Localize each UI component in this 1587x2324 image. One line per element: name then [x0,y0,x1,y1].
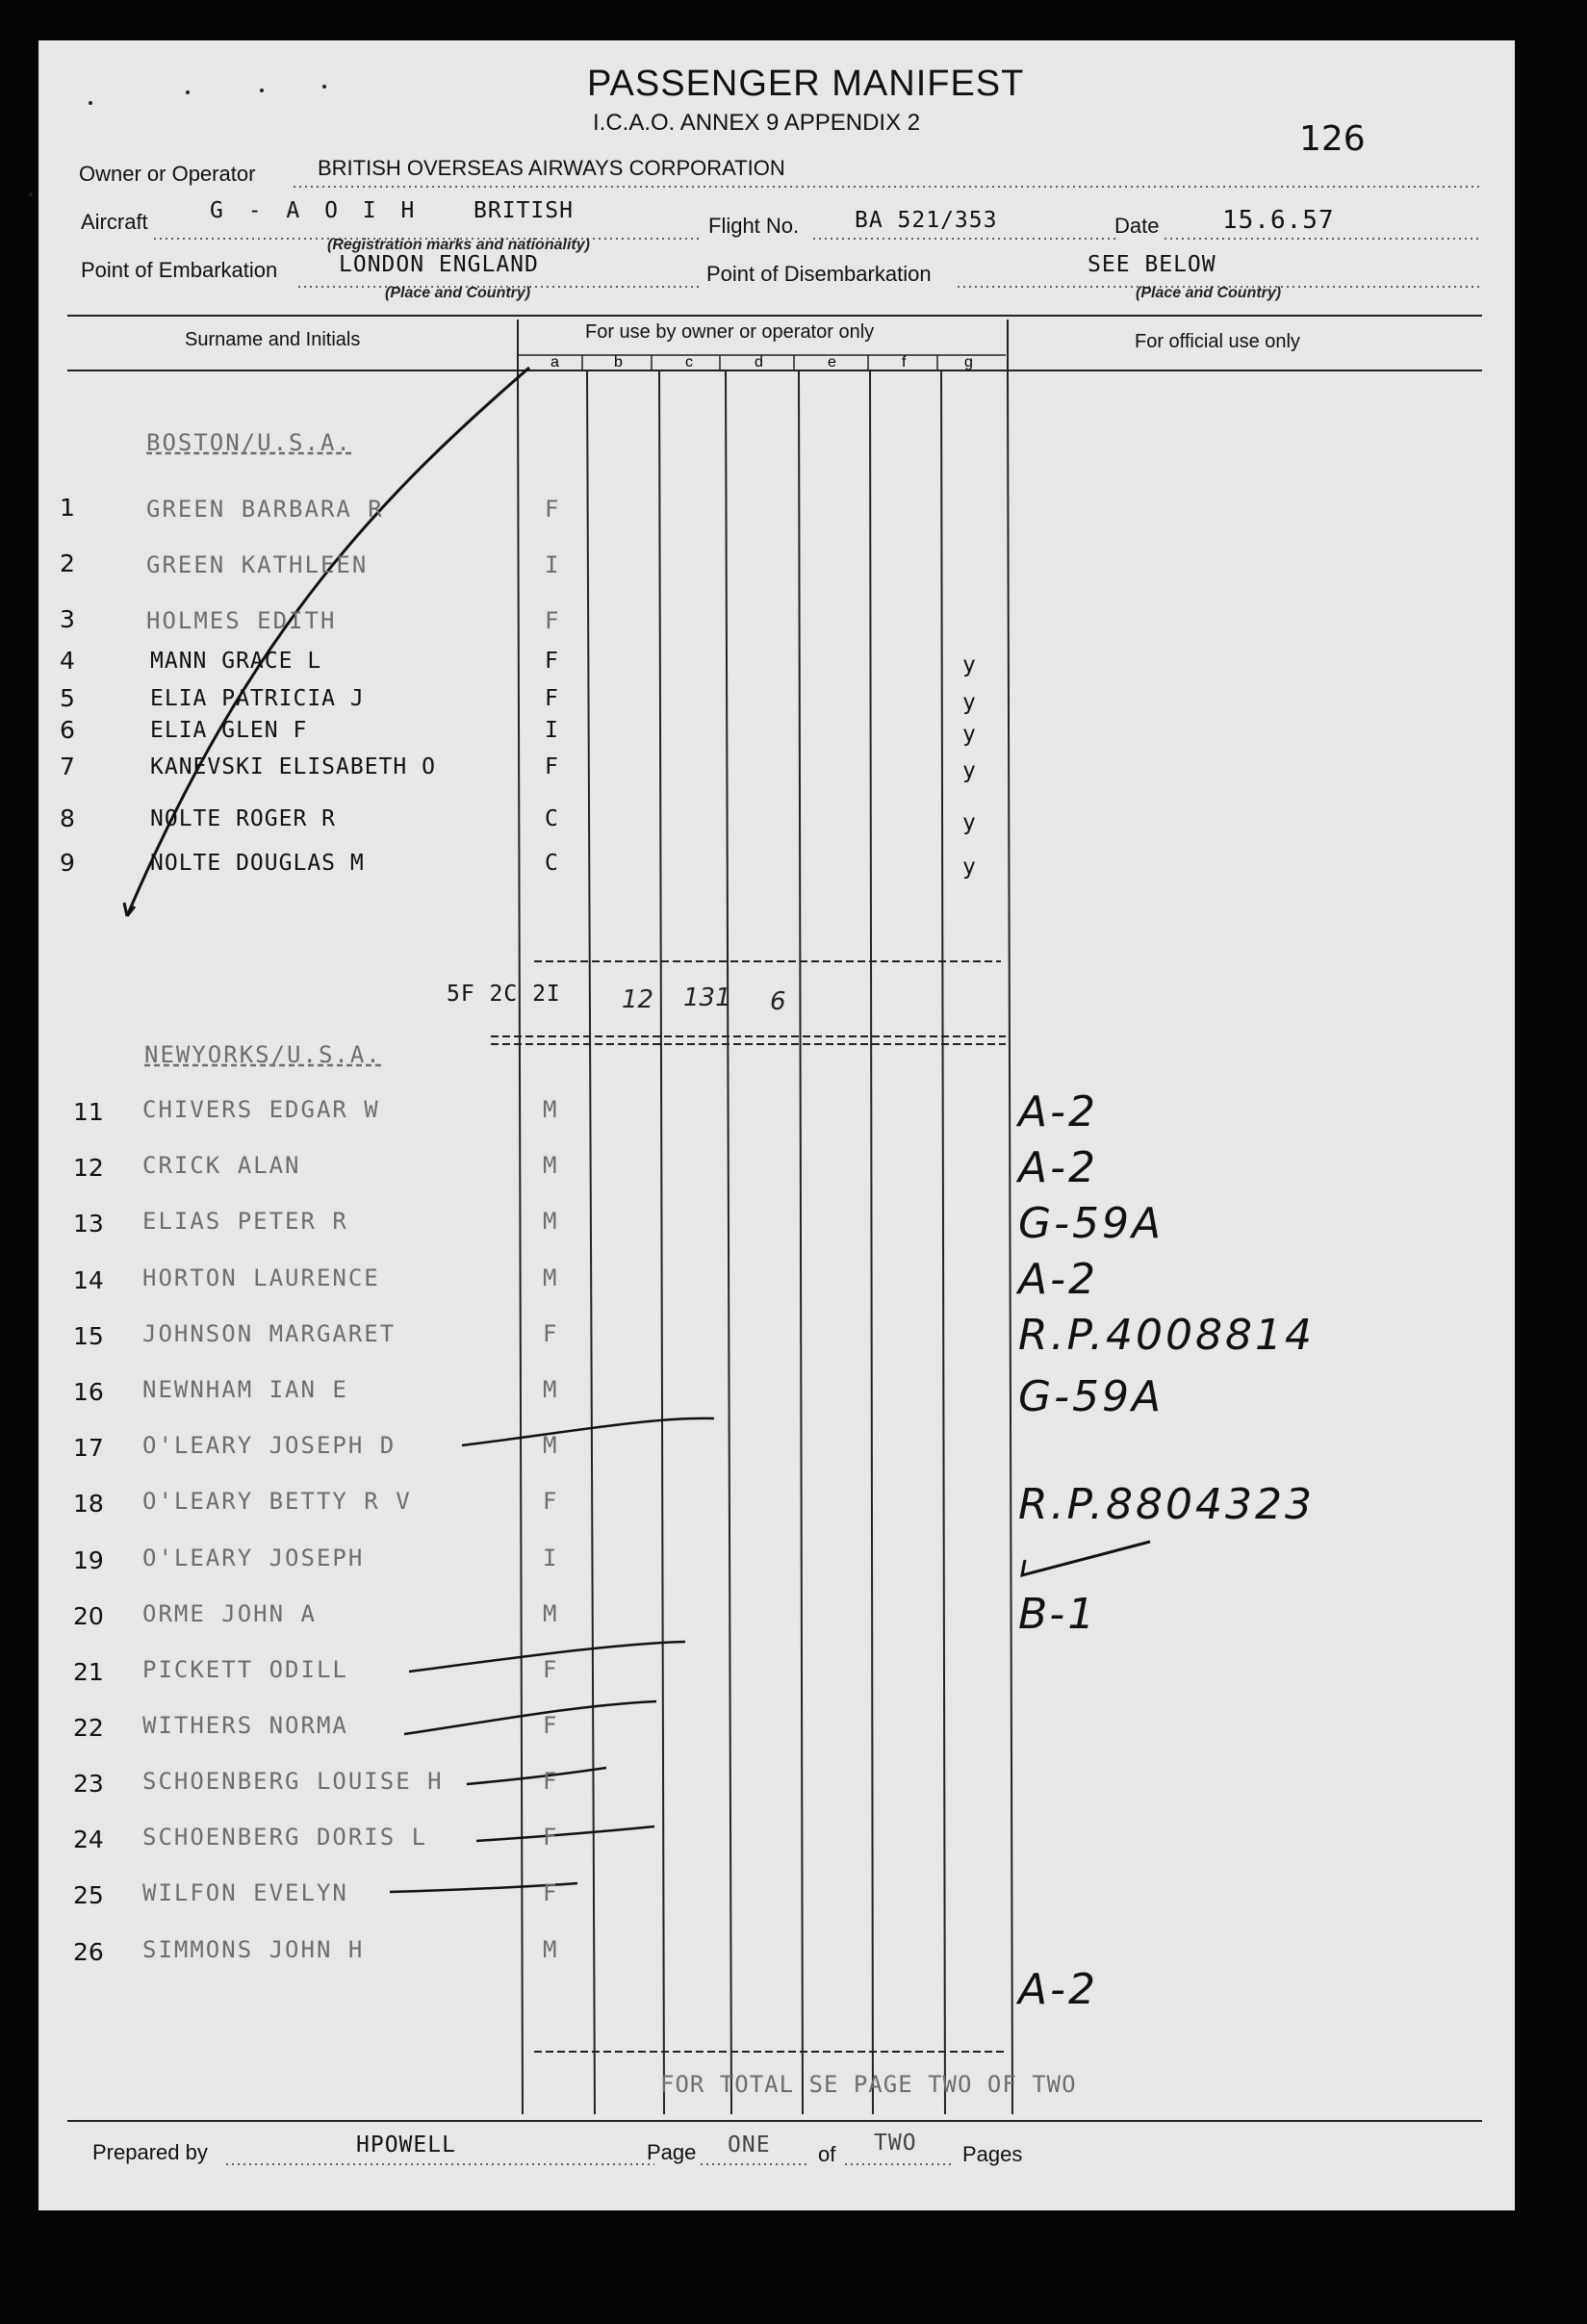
official-code: B-1 [1018,1590,1098,1639]
passenger-name: NOLTE ROGER R [150,806,337,831]
passenger-name: CHIVERS EDGAR W [142,1096,380,1123]
passenger-name: ELIA GLEN F [150,718,308,743]
passenger-name: WITHERS NORMA [142,1712,348,1739]
official-code: R.P.8804323 [1018,1480,1315,1529]
row-number: 24 [73,1826,104,1853]
row-number: 17 [73,1434,104,1462]
official-code: A-2 [1018,1143,1098,1192]
row-number: 2 [60,549,75,577]
registration-note: (Registration marks and nationality) [327,237,590,253]
passenger-name: JOHNSON MARGARET [142,1320,397,1347]
subcol-e: e [828,354,836,370]
subcol-g: g [964,354,973,370]
official-code: R.P.4008814 [1018,1311,1315,1360]
owner-label: Owner or Operator [79,162,256,186]
passenger-type: I [545,718,559,743]
passenger-type: M [543,1936,559,1963]
flight-value: BA 521/353 [855,208,998,233]
flag-g: y [962,855,977,880]
owner-value: BRITISH OVERSEAS AIRWAYS CORPORATION [318,156,785,180]
passenger-type: C [545,851,559,876]
passenger-name: PICKETT ODILL [142,1656,348,1683]
row-number: 25 [73,1881,104,1909]
col-owner-header: For use by owner or operator only [585,321,875,343]
passenger-name: ELIAS PETER R [142,1208,348,1235]
passenger-type: I [543,1545,559,1571]
row-number: 21 [73,1658,104,1686]
date-value: 15.6.57 [1222,206,1335,235]
row-number: 1 [60,494,75,522]
official-code: A-2 [1018,1087,1098,1136]
page-number: 126 [1299,119,1366,159]
passenger-name: SCHOENBERG DORIS L [142,1824,428,1851]
passenger-name: GREEN BARBARA R [146,496,384,523]
col-surname-header: Surname and Initials [185,329,361,350]
row-number: 4 [60,647,75,675]
passenger-type: F [543,1320,559,1347]
speck [89,101,92,105]
manifest-subtitle: I.C.A.O. ANNEX 9 APPENDIX 2 [593,110,921,136]
passenger-name: WILFON EVELYN [142,1879,348,1906]
subcol-d: d [755,354,763,370]
passenger-type: M [543,1432,559,1459]
row-number: 6 [60,716,75,744]
row-number: 14 [73,1266,104,1294]
row-number: 18 [73,1490,104,1518]
passenger-type: F [545,686,559,711]
passenger-type: M [543,1096,559,1123]
subtotal-typed: 5F 2C 2I [447,982,561,1007]
place-note-2: (Place and Country) [1136,285,1282,301]
row-number: 7 [60,753,75,780]
passenger-name: HORTON LAURENCE [142,1264,380,1291]
official-code: A-2 [1018,1965,1098,2014]
passenger-type: M [543,1208,559,1235]
embarkation-label: Point of Embarkation [81,258,278,282]
page-value: ONE [728,2132,771,2158]
speck [260,89,264,92]
page-label: Page [647,2140,697,2164]
passenger-type: F [543,1824,559,1851]
speck [186,90,190,94]
official-code: G-59A [1018,1199,1165,1248]
prepared-by-label: Prepared by [92,2140,208,2164]
passenger-name: MANN GRACE L [150,649,322,674]
passenger-type: F [545,496,561,523]
subcol-f: f [902,354,907,370]
passenger-name: NEWNHAM IAN E [142,1376,348,1403]
subtotal-d: 6 [770,987,786,1016]
pages-label: Pages [962,2142,1023,2166]
passenger-type: F [543,1879,559,1906]
flag-g: y [962,758,977,783]
passenger-name: O'LEARY JOSEPH [142,1545,365,1571]
passenger-name: SIMMONS JOHN H [142,1936,365,1963]
flag-g: y [962,722,977,747]
passenger-type: F [545,754,559,779]
row-number: 23 [73,1770,104,1798]
speck [29,192,33,196]
passenger-name: ORME JOHN A [142,1600,317,1627]
row-number: 11 [73,1098,104,1126]
subtotal-b: 12 [622,985,654,1014]
manifest-title: PASSENGER MANIFEST [587,64,1025,104]
prepared-by-value: HPOWELL [356,2132,456,2158]
subtotal-c: 131 [683,983,731,1012]
passenger-name: O'LEARY JOSEPH D [142,1432,397,1459]
passenger-type: M [543,1376,559,1403]
group-heading-boston: BOSTON/U.S.A. [146,429,352,456]
row-number: 22 [73,1714,104,1742]
of-label: of [818,2142,836,2166]
row-number: 15 [73,1322,104,1350]
passenger-type: C [545,806,559,831]
passenger-name: O'LEARY BETTY R V [142,1488,412,1515]
passenger-type: F [543,1712,559,1739]
passenger-type: F [545,649,559,674]
row-number: 3 [60,605,75,633]
passenger-type: M [543,1600,559,1627]
passenger-name: KANEVSKI ELISABETH O [150,754,436,779]
flag-g: y [962,810,977,835]
row-number: 26 [73,1938,104,1966]
date-label: Date [1114,214,1160,238]
flag-g: y [962,652,977,677]
passenger-type: F [543,1768,559,1795]
row-number: 13 [73,1210,104,1238]
passenger-name: SCHOENBERG LOUISE H [142,1768,444,1795]
disembarkation-value: SEE BELOW [1088,252,1216,277]
row-number: 20 [73,1602,104,1630]
passenger-type: M [543,1264,559,1291]
speck [322,85,326,89]
passenger-type: M [543,1152,559,1179]
passenger-type: I [545,551,561,578]
row-number: 8 [60,804,75,832]
of-value: TWO [874,2131,917,2156]
disembarkation-label: Point of Disembarkation [706,262,932,286]
passenger-type: F [545,607,561,634]
official-code: G-59A [1018,1372,1165,1421]
group-heading-newyork: NEWYORKS/U.S.A. [144,1041,382,1068]
passenger-name: NOLTE DOUGLAS M [150,851,365,876]
aircraft-value: G - A O I H [210,198,421,223]
nationality-value: BRITISH [474,198,574,223]
place-note-1: (Place and Country) [385,285,531,301]
passenger-type: F [543,1656,559,1683]
official-code: A-2 [1018,1255,1098,1304]
subcol-c: c [685,354,693,370]
embarkation-value: LONDON ENGLAND [339,252,539,277]
passenger-name: CRICK ALAN [142,1152,301,1179]
aircraft-label: Aircraft [81,210,148,234]
row-number: 16 [73,1378,104,1406]
row-number: 12 [73,1154,104,1182]
subcol-b: b [614,354,623,370]
footer-total-note: FOR TOTAL SE PAGE TWO OF TWO [660,2071,1077,2098]
row-number: 19 [73,1546,104,1574]
flight-label: Flight No. [708,214,800,238]
passenger-name: GREEN KATHLEEN [146,551,369,578]
col-official-header: For official use only [1135,331,1300,352]
row-number: 9 [60,849,75,877]
passenger-type: F [543,1488,559,1515]
row-number: 5 [60,684,75,712]
passenger-name: HOLMES EDITH [146,607,337,634]
manifest-sheet [38,40,1515,2210]
subcol-a: a [550,354,559,370]
flag-g: y [962,690,977,715]
passenger-name: ELIA PATRICIA J [150,686,365,711]
